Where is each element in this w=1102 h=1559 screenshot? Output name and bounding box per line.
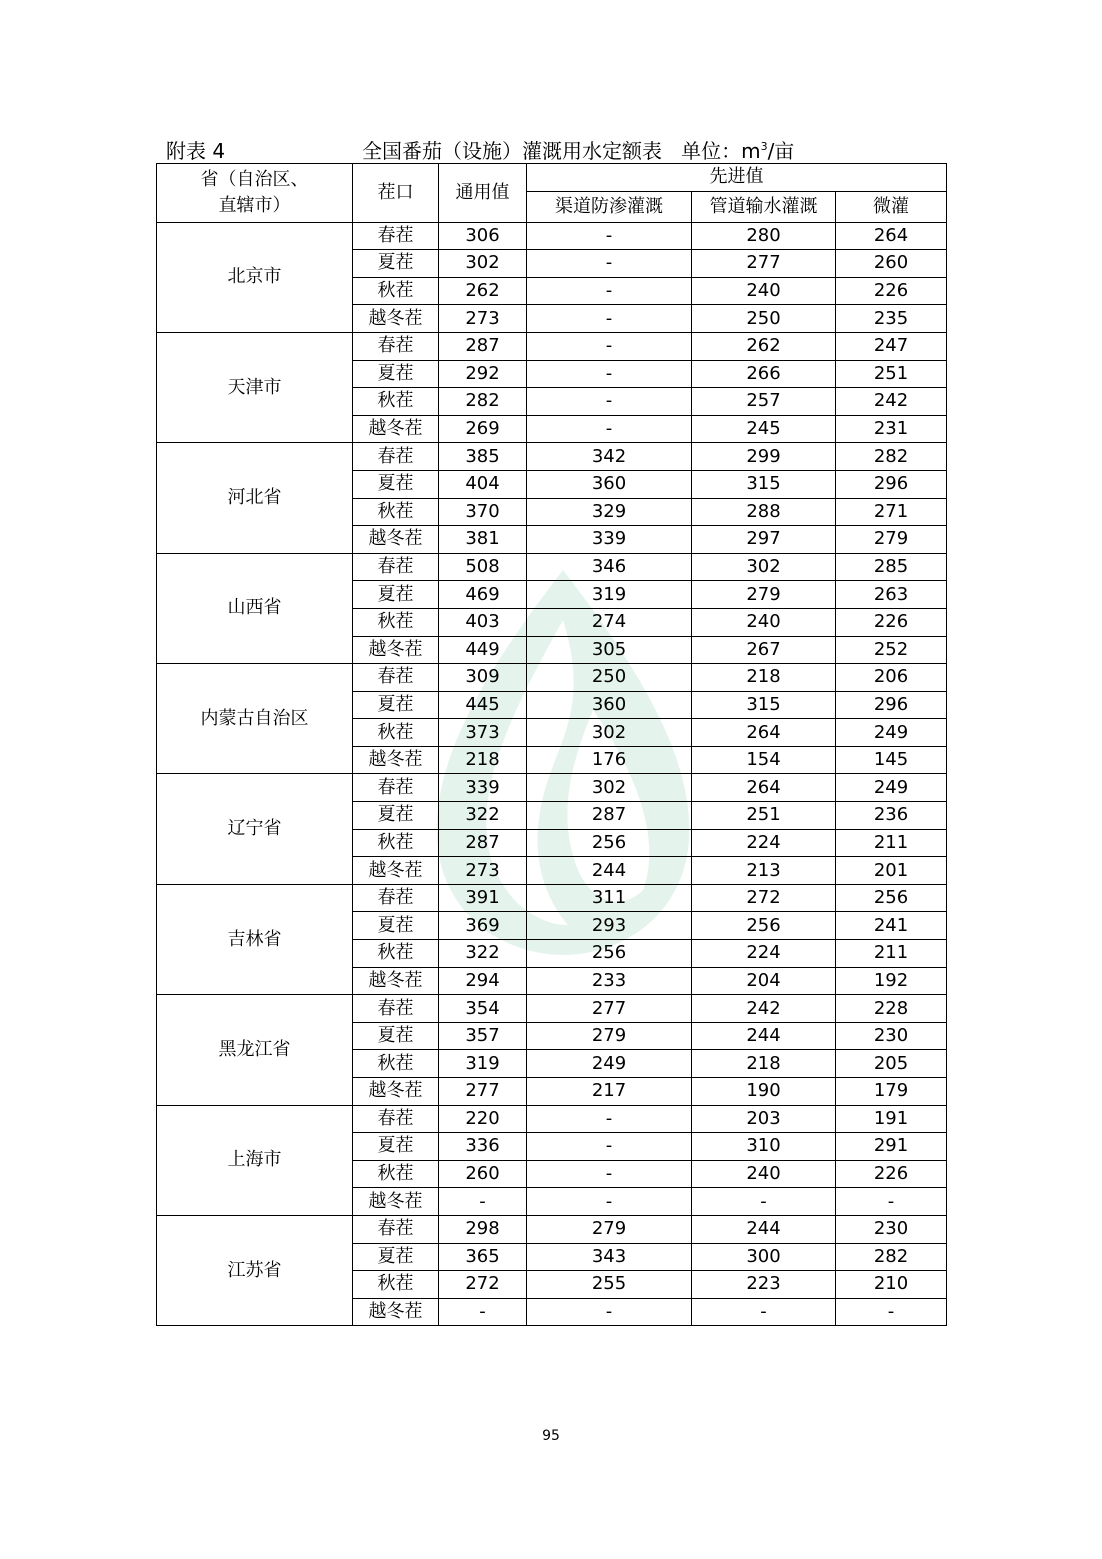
region-name: 天津市: [157, 332, 353, 442]
micro-value-cell: 256: [836, 884, 947, 912]
pipe-value-cell: 190: [692, 1078, 836, 1106]
micro-value-cell: 231: [836, 415, 947, 443]
pipe-value-cell: 240: [692, 277, 836, 305]
channel-value-cell: -: [527, 1188, 692, 1216]
general-value-cell: 445: [439, 691, 527, 719]
header-micro-irrigation: 微灌: [836, 191, 947, 222]
pipe-value-cell: 218: [692, 664, 836, 692]
general-value-cell: 339: [439, 774, 527, 802]
channel-value-cell: 339: [527, 526, 692, 554]
general-value-cell: 469: [439, 581, 527, 609]
caption-unit-prefix: 单位：m: [681, 139, 761, 163]
micro-value-cell: 241: [836, 912, 947, 940]
season-cell: 夏茬: [353, 1133, 439, 1161]
micro-value-cell: 249: [836, 719, 947, 747]
region-name: 黑龙江省: [157, 995, 353, 1105]
pipe-value-cell: 224: [692, 829, 836, 857]
pipe-value-cell: 315: [692, 470, 836, 498]
channel-value-cell: 346: [527, 553, 692, 581]
micro-value-cell: 291: [836, 1133, 947, 1161]
micro-value-cell: 205: [836, 1050, 947, 1078]
micro-value-cell: 264: [836, 222, 947, 250]
general-value-cell: 404: [439, 470, 527, 498]
micro-value-cell: 296: [836, 691, 947, 719]
general-value-cell: 365: [439, 1243, 527, 1271]
micro-value-cell: 296: [836, 470, 947, 498]
micro-value-cell: 236: [836, 802, 947, 830]
season-cell: 越冬茬: [353, 967, 439, 995]
season-cell: 夏茬: [353, 1243, 439, 1271]
table-row: [157, 774, 947, 802]
channel-value-cell: 305: [527, 636, 692, 664]
micro-value-cell: 226: [836, 1160, 947, 1188]
micro-value-cell: 206: [836, 664, 947, 692]
micro-value-cell: 242: [836, 388, 947, 416]
micro-value-cell: 260: [836, 250, 947, 278]
channel-value-cell: 256: [527, 940, 692, 968]
pipe-value-cell: 256: [692, 912, 836, 940]
pipe-value-cell: 280: [692, 222, 836, 250]
table-row: [157, 1105, 947, 1133]
micro-value-cell: 192: [836, 967, 947, 995]
channel-value-cell: 255: [527, 1271, 692, 1299]
pipe-value-cell: -: [692, 1298, 836, 1326]
region-name: 江苏省: [157, 1215, 353, 1325]
general-value-cell: 373: [439, 719, 527, 747]
general-value-cell: 220: [439, 1105, 527, 1133]
general-value-cell: 298: [439, 1215, 527, 1243]
micro-value-cell: 211: [836, 829, 947, 857]
pipe-value-cell: 250: [692, 305, 836, 333]
table-row: [157, 995, 947, 1023]
season-cell: 夏茬: [353, 912, 439, 940]
micro-value-cell: 226: [836, 608, 947, 636]
table-row: [157, 332, 947, 360]
pipe-value-cell: 245: [692, 415, 836, 443]
table-row: [157, 884, 947, 912]
micro-value-cell: 263: [836, 581, 947, 609]
general-value-cell: 282: [439, 388, 527, 416]
general-value-cell: -: [439, 1188, 527, 1216]
general-value-cell: 277: [439, 1078, 527, 1106]
channel-value-cell: 329: [527, 498, 692, 526]
general-value-cell: 370: [439, 498, 527, 526]
micro-value-cell: 285: [836, 553, 947, 581]
channel-value-cell: -: [527, 1133, 692, 1161]
general-value-cell: 292: [439, 360, 527, 388]
season-cell: 秋茬: [353, 277, 439, 305]
micro-value-cell: 252: [836, 636, 947, 664]
table-row: [157, 553, 947, 581]
season-cell: 春茬: [353, 774, 439, 802]
channel-value-cell: -: [527, 415, 692, 443]
channel-value-cell: 319: [527, 581, 692, 609]
general-value-cell: 322: [439, 802, 527, 830]
micro-value-cell: 247: [836, 332, 947, 360]
channel-value-cell: 274: [527, 608, 692, 636]
season-cell: 秋茬: [353, 608, 439, 636]
caption-title-main: 全国番茄（设施）灌溉用水定额表: [362, 139, 662, 163]
pipe-value-cell: 297: [692, 526, 836, 554]
general-value-cell: 260: [439, 1160, 527, 1188]
header-pipe-irrigation: 管道输水灌溉: [692, 191, 836, 222]
micro-value-cell: 226: [836, 277, 947, 305]
season-cell: 秋茬: [353, 1271, 439, 1299]
micro-value-cell: 230: [836, 1215, 947, 1243]
season-cell: 夏茬: [353, 360, 439, 388]
season-cell: 越冬茬: [353, 746, 439, 774]
micro-value-cell: 249: [836, 774, 947, 802]
pipe-value-cell: 240: [692, 1160, 836, 1188]
general-value-cell: -: [439, 1298, 527, 1326]
general-value-cell: 287: [439, 332, 527, 360]
table-body: [157, 222, 947, 1326]
general-value-cell: 306: [439, 222, 527, 250]
season-cell: 越冬茬: [353, 636, 439, 664]
channel-value-cell: -: [527, 305, 692, 333]
channel-value-cell: 279: [527, 1022, 692, 1050]
general-value-cell: 381: [439, 526, 527, 554]
micro-value-cell: 251: [836, 360, 947, 388]
general-value-cell: 287: [439, 829, 527, 857]
region-name: 吉林省: [157, 884, 353, 994]
pipe-value-cell: 279: [692, 581, 836, 609]
micro-value-cell: 191: [836, 1105, 947, 1133]
general-value-cell: 218: [439, 746, 527, 774]
pipe-value-cell: 272: [692, 884, 836, 912]
pipe-value-cell: 240: [692, 608, 836, 636]
pipe-value-cell: 154: [692, 746, 836, 774]
season-cell: 夏茬: [353, 470, 439, 498]
pipe-value-cell: 204: [692, 967, 836, 995]
header-province: [157, 164, 353, 223]
region-name: 河北省: [157, 443, 353, 553]
season-cell: 越冬茬: [353, 415, 439, 443]
season-cell: 越冬茬: [353, 857, 439, 885]
channel-value-cell: 176: [527, 746, 692, 774]
general-value-cell: 357: [439, 1022, 527, 1050]
channel-value-cell: -: [527, 277, 692, 305]
pipe-value-cell: 302: [692, 553, 836, 581]
channel-value-cell: 217: [527, 1078, 692, 1106]
pipe-value-cell: 224: [692, 940, 836, 968]
season-cell: 秋茬: [353, 940, 439, 968]
caption-unit-suffix: /亩: [767, 139, 795, 163]
header-channel-irrigation: 渠道防渗灌溉: [527, 191, 692, 222]
general-value-cell: 336: [439, 1133, 527, 1161]
season-cell: 春茬: [353, 995, 439, 1023]
season-cell: 秋茬: [353, 1160, 439, 1188]
season-cell: 越冬茬: [353, 1078, 439, 1106]
micro-value-cell: 145: [836, 746, 947, 774]
channel-value-cell: -: [527, 332, 692, 360]
channel-value-cell: 249: [527, 1050, 692, 1078]
pipe-value-cell: 310: [692, 1133, 836, 1161]
channel-value-cell: -: [527, 388, 692, 416]
header-general-value: 通用值: [439, 164, 527, 223]
pipe-value-cell: 315: [692, 691, 836, 719]
general-value-cell: 369: [439, 912, 527, 940]
pipe-value-cell: 267: [692, 636, 836, 664]
table-row: [157, 1215, 947, 1243]
channel-value-cell: 244: [527, 857, 692, 885]
channel-value-cell: 256: [527, 829, 692, 857]
pipe-value-cell: 242: [692, 995, 836, 1023]
channel-value-cell: 343: [527, 1243, 692, 1271]
micro-value-cell: 235: [836, 305, 947, 333]
micro-value-cell: -: [836, 1188, 947, 1216]
channel-value-cell: 277: [527, 995, 692, 1023]
season-cell: 越冬茬: [353, 1298, 439, 1326]
page-number: 95: [542, 1428, 560, 1444]
season-cell: 越冬茬: [353, 305, 439, 333]
header-province-line2: 直辖市）: [218, 194, 291, 216]
region-name: 北京市: [157, 222, 353, 332]
pipe-value-cell: 288: [692, 498, 836, 526]
channel-value-cell: -: [527, 1160, 692, 1188]
pipe-value-cell: 203: [692, 1105, 836, 1133]
general-value-cell: 391: [439, 884, 527, 912]
channel-value-cell: 287: [527, 802, 692, 830]
channel-value-cell: 302: [527, 719, 692, 747]
general-value-cell: 273: [439, 305, 527, 333]
general-value-cell: 272: [439, 1271, 527, 1299]
pipe-value-cell: -: [692, 1188, 836, 1216]
general-value-cell: 403: [439, 608, 527, 636]
season-cell: 春茬: [353, 553, 439, 581]
general-value-cell: 449: [439, 636, 527, 664]
header-province-line1: 省（自治区、: [200, 168, 309, 190]
channel-value-cell: 250: [527, 664, 692, 692]
channel-value-cell: -: [527, 222, 692, 250]
season-cell: 春茬: [353, 1105, 439, 1133]
table-row: [157, 664, 947, 692]
region-name: 内蒙古自治区: [157, 664, 353, 774]
pipe-value-cell: 264: [692, 774, 836, 802]
table-header: [157, 164, 947, 223]
season-cell: 春茬: [353, 443, 439, 471]
micro-value-cell: 179: [836, 1078, 947, 1106]
channel-value-cell: -: [527, 1298, 692, 1326]
channel-value-cell: 311: [527, 884, 692, 912]
pipe-value-cell: 244: [692, 1215, 836, 1243]
channel-value-cell: 279: [527, 1215, 692, 1243]
pipe-value-cell: 251: [692, 802, 836, 830]
micro-value-cell: 271: [836, 498, 947, 526]
header-season: 茬口: [353, 164, 439, 223]
caption-unit-sup: 3: [760, 140, 768, 153]
season-cell: 秋茬: [353, 388, 439, 416]
general-value-cell: 262: [439, 277, 527, 305]
micro-value-cell: 282: [836, 443, 947, 471]
channel-value-cell: -: [527, 360, 692, 388]
pipe-value-cell: 299: [692, 443, 836, 471]
region-name: 辽宁省: [157, 774, 353, 884]
micro-value-cell: 210: [836, 1271, 947, 1299]
channel-value-cell: 233: [527, 967, 692, 995]
micro-value-cell: 279: [836, 526, 947, 554]
season-cell: 秋茬: [353, 1050, 439, 1078]
micro-value-cell: 230: [836, 1022, 947, 1050]
general-value-cell: 385: [439, 443, 527, 471]
micro-value-cell: 211: [836, 940, 947, 968]
table-row: [157, 222, 947, 250]
channel-value-cell: -: [527, 250, 692, 278]
micro-value-cell: -: [836, 1298, 947, 1326]
general-value-cell: 273: [439, 857, 527, 885]
season-cell: 秋茬: [353, 829, 439, 857]
pipe-value-cell: 262: [692, 332, 836, 360]
season-cell: 夏茬: [353, 1022, 439, 1050]
pipe-value-cell: 300: [692, 1243, 836, 1271]
channel-value-cell: 293: [527, 912, 692, 940]
general-value-cell: 354: [439, 995, 527, 1023]
irrigation-quota-table: [156, 163, 947, 1326]
general-value-cell: 294: [439, 967, 527, 995]
pipe-value-cell: 277: [692, 250, 836, 278]
season-cell: 夏茬: [353, 691, 439, 719]
pipe-value-cell: 257: [692, 388, 836, 416]
table-caption: [166, 135, 946, 163]
pipe-value-cell: 266: [692, 360, 836, 388]
season-cell: 秋茬: [353, 719, 439, 747]
region-name: 山西省: [157, 553, 353, 663]
pipe-value-cell: 244: [692, 1022, 836, 1050]
general-value-cell: 319: [439, 1050, 527, 1078]
pipe-value-cell: 218: [692, 1050, 836, 1078]
pipe-value-cell: 223: [692, 1271, 836, 1299]
header-advanced-value: 先进值: [527, 164, 947, 192]
micro-value-cell: 228: [836, 995, 947, 1023]
season-cell: 春茬: [353, 664, 439, 692]
table-row: [157, 443, 947, 471]
season-cell: 春茬: [353, 332, 439, 360]
micro-value-cell: 282: [836, 1243, 947, 1271]
channel-value-cell: 360: [527, 691, 692, 719]
season-cell: 春茬: [353, 222, 439, 250]
general-value-cell: 269: [439, 415, 527, 443]
season-cell: 夏茬: [353, 581, 439, 609]
region-name: 上海市: [157, 1105, 353, 1215]
channel-value-cell: 302: [527, 774, 692, 802]
season-cell: 春茬: [353, 884, 439, 912]
season-cell: 越冬茬: [353, 526, 439, 554]
pipe-value-cell: 264: [692, 719, 836, 747]
general-value-cell: 302: [439, 250, 527, 278]
caption-label: 附表 4: [166, 139, 226, 163]
micro-value-cell: 201: [836, 857, 947, 885]
season-cell: 夏茬: [353, 250, 439, 278]
channel-value-cell: -: [527, 1105, 692, 1133]
season-cell: 越冬茬: [353, 1188, 439, 1216]
season-cell: 春茬: [353, 1215, 439, 1243]
caption-title: [362, 135, 794, 164]
season-cell: 夏茬: [353, 802, 439, 830]
pipe-value-cell: 213: [692, 857, 836, 885]
channel-value-cell: 360: [527, 470, 692, 498]
channel-value-cell: 342: [527, 443, 692, 471]
general-value-cell: 508: [439, 553, 527, 581]
general-value-cell: 309: [439, 664, 527, 692]
general-value-cell: 322: [439, 940, 527, 968]
season-cell: 秋茬: [353, 498, 439, 526]
